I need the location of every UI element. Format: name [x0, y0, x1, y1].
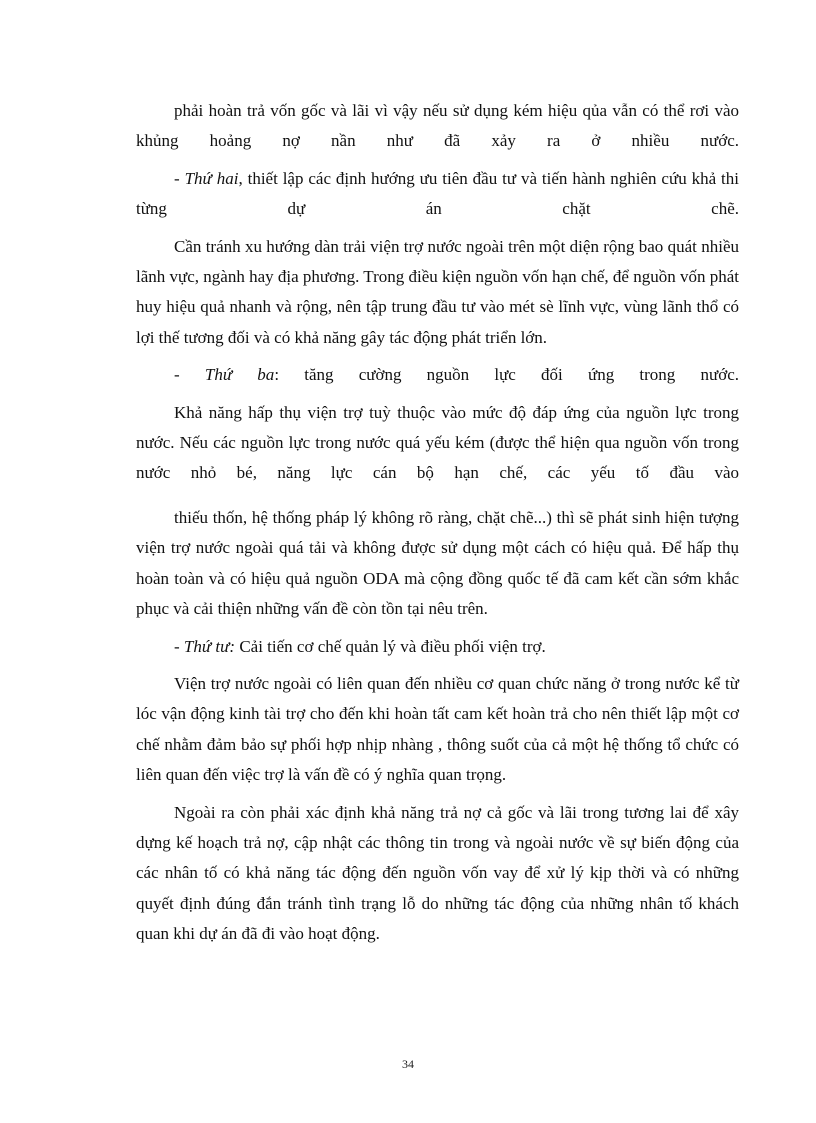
paragraph-4-emphasis: Thứ ba	[204, 365, 275, 385]
paragraph-2	[136, 164, 739, 225]
paragraph-2-rest: , thiết lập các định hướng ưu tiên đầu tư và tiến hành nghiên cứu khả thi từng dự án chặt chẽ.	[136, 168, 739, 219]
paragraph-2-emphasis: Thứ hai	[184, 168, 239, 188]
paragraph-4-rest: : tăng cường nguồn lực đối ứng trong nước.	[274, 365, 739, 385]
paragraph-9: Ngoài ra còn phải xác định khả năng trả nợ cả gốc và lãi trong tương lai để xây dựng kế hoạch trả nợ, cập nhật các thông tin trong và ngoài nước về sự biến động của các nhân tố có khả năng tác động đến nguồn vốn vay để xử lý kịp thời và có những quyết định đúng đắn tránh tình trạng lỗ do những tác động của những nhân tố khách quan khi dự án đã đi vào hoạt động.	[136, 802, 739, 944]
paragraph-7-rest: Cải tiến cơ chế quản lý và điều phối viện trợ.	[235, 636, 546, 656]
paragraph-4-prefix: -	[174, 365, 205, 385]
paragraph-3: Cần tránh xu hướng dàn trải viện trợ nước ngoài trên một diện rộng bao quát nhiều lãnh vực, ngành hay địa phương. Trong điều kiện nguồn vốn hạn chế, để nguồn vốn phát huy hiệu quả nhanh và rộng, nên tập trung đầu tư vào mét sè lĩnh vực, vùng lãnh thổ có lợi thế tương đối và có khả năng gây tác động phát triển lớn.	[136, 236, 739, 347]
paragraph-6: thiếu thốn, hệ thống pháp lý không rõ ràng, chặt chẽ...) thì sẽ phát sinh hiện tượng viện trợ nước ngoài quá tải và không được sử dụng một cách có hiệu quả. Để hấp thụ hoàn toàn và có hiệu quả nguồn ODA mà cộng đồng quốc tế đã cam kết cần sớm khắc phục và cải thiện những vấn đề còn tồn tại nêu trên.	[136, 507, 739, 619]
paragraph-8: Viện trợ nước ngoài có liên quan đến nhiều cơ quan chức năng ở trong nước kể từ lóc vận động kinh tài trợ cho đến khi hoàn tất cam kết hoàn trả cho nên thiết lập một cơ chế nhằm đảm bảo sự phối hợp nhịp nhàng , thông suốt của cả một hệ thống tổ chức có liên quan đến việc trợ là vấn đề có ý nghĩa quan trọng.	[136, 673, 739, 785]
paragraph-7-prefix: -	[174, 636, 184, 656]
body-text	[136, 96, 739, 950]
paragraph-5: Khả năng hấp thụ viện trợ tuỳ thuộc vào mức độ đáp ứng của nguồn lực trong nước. Nếu các nguồn lực trong nước quá yếu kém (được thể hiện qua nguồn vốn trong nước nhỏ bé, năng lực cán bộ hạn chế, các yếu tố đầu vào	[136, 402, 739, 483]
paragraph-4	[136, 360, 739, 390]
paragraph-7	[136, 632, 739, 662]
page-number: 34	[402, 1057, 414, 1071]
paragraph-2-prefix: -	[174, 168, 185, 188]
paragraph-1: phải hoàn trả vốn gốc và lãi vì vậy nếu sử dụng kém hiệu qủa vẫn có thể rơi vào khủng hoảng nợ nần như đã xảy ra ở nhiều nước.	[136, 101, 739, 151]
paragraph-7-emphasis: Thứ tư:	[183, 636, 236, 656]
